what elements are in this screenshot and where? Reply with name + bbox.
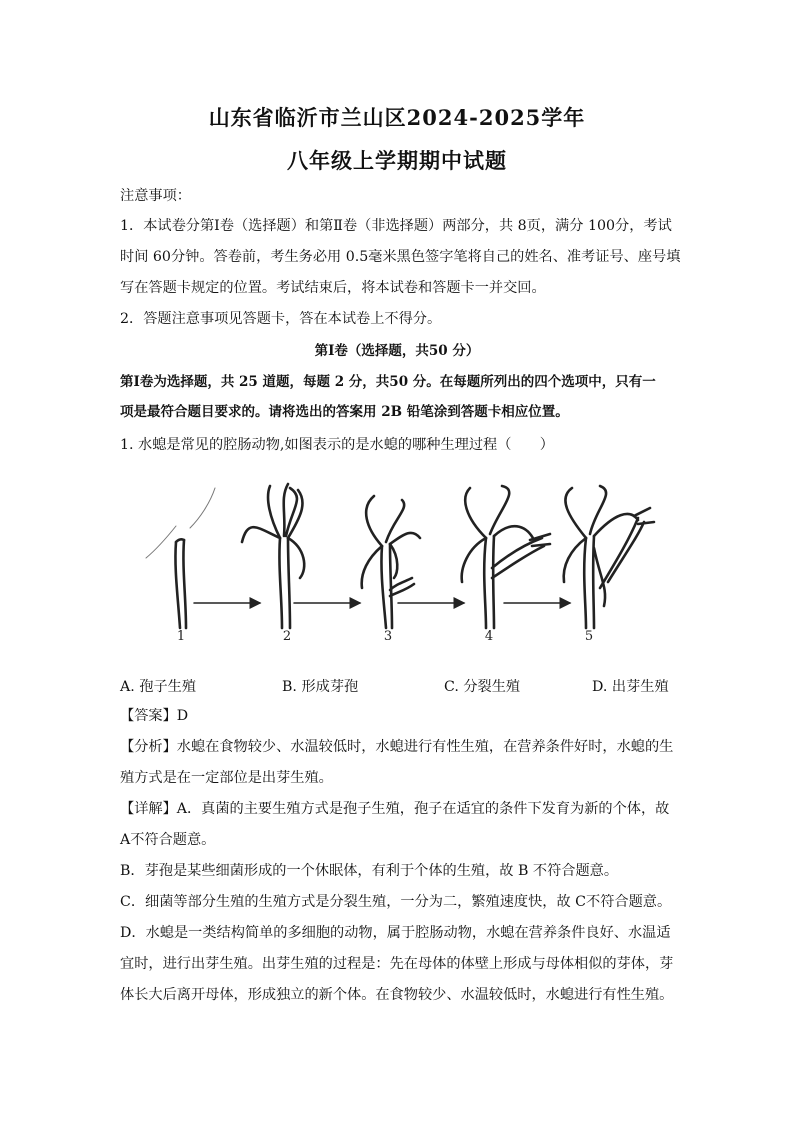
hydra-stage-5: [564, 486, 654, 628]
analysis-line-2: 殖方式是在一定部位是出芽生殖。: [120, 770, 333, 786]
question-1-stem: 1. 水螅是常见的腔肠动物,如图表示的是水螅的哪种生理过程（ ）: [120, 437, 554, 453]
notice-1-line-2: 时间 60分钟。答卷前，考生务必用 0.5毫米黑色签字笔将自己的姓名、准考证号、座号填: [120, 249, 681, 265]
option-a: A. 孢子生殖: [120, 679, 197, 695]
detail-a-line-1: 【详解】A．真菌的主要生殖方式是孢子生殖，孢子在适宜的条件下发育为新的个体，故: [120, 801, 670, 817]
detail-d-line-2: 宜时，进行出芽生殖。出芽生殖的过程是：先在母体的体壁上形成与母体相似的芽体，芽: [120, 956, 674, 972]
option-b: B. 形成芽孢: [282, 679, 359, 695]
option-d: D. 出芽生殖: [592, 679, 669, 695]
notice-heading: 注意事项：: [120, 188, 191, 204]
hydra-stage-3: [362, 496, 420, 628]
detail-d-line-3: 体长大后离开母体，形成独立的新个体。在食物较少、水温较低时，水螅进行有性生殖。: [120, 987, 674, 1003]
analysis-line-1: 【分析】水螅在食物较少、水温较低时，水螅进行有性生殖，在营养条件好时，水螅的生: [120, 739, 674, 755]
figure-label-1: 1: [176, 629, 186, 644]
section-desc-line-2: 项是最符合题目要求的。请将选出的答案用 2B 铅笔涂到答题卡相应位置。: [120, 404, 569, 420]
option-c: C. 分裂生殖: [444, 679, 521, 695]
section-title: 第Ⅰ卷（选择题，共50 分）: [314, 343, 480, 359]
figure-label-3: 3: [383, 629, 393, 644]
detail-b: B．芽孢是某些细菌形成的一个休眠体，有利于个体的生殖，故 B 不符合题意。: [120, 863, 619, 879]
exam-subtitle: 八年级上学期期中试题: [287, 148, 507, 173]
hydra-stage-2: [242, 484, 304, 628]
notice-1-line-1: 1．本试卷分第Ⅰ卷（选择题）和第Ⅱ卷（非选择题）两部分，共 8页，满分 100分，考试: [120, 218, 672, 234]
notice-1-line-3: 写在答题卡规定的位置。考试结束后，将本试卷和答题卡一并交回。: [120, 280, 546, 296]
section-desc-line-1: 第Ⅰ卷为选择题，共 25 道题，每题 2 分，共50 分。在每题所列出的四个选项中，只有一: [120, 374, 656, 390]
detail-c: C．细菌等部分生殖的生殖方式是分裂生殖，一分为二，繁殖速度快，故 C不符合题意。: [120, 894, 672, 910]
detail-a-line-2: A不符合题意。: [120, 832, 216, 848]
hydra-stage-1: [146, 488, 215, 628]
figure-label-5: 5: [584, 629, 594, 644]
notice-2: 2．答题注意事项见答题卡，答在本试卷上不得分。: [120, 311, 442, 327]
figure-label-2: 2: [282, 629, 292, 644]
exam-title: 山东省临沂市兰山区2024-2025学年: [208, 105, 586, 130]
detail-d-line-1: D．水螅是一类结构简单的多细胞的动物，属于腔肠动物，水螅在营养条件良好、水温适: [120, 925, 671, 941]
figure-label-4: 4: [484, 629, 494, 644]
hydra-budding-figure: [130, 478, 690, 648]
hydra-stage-4: [462, 486, 550, 628]
answer: 【答案】D: [120, 708, 189, 724]
